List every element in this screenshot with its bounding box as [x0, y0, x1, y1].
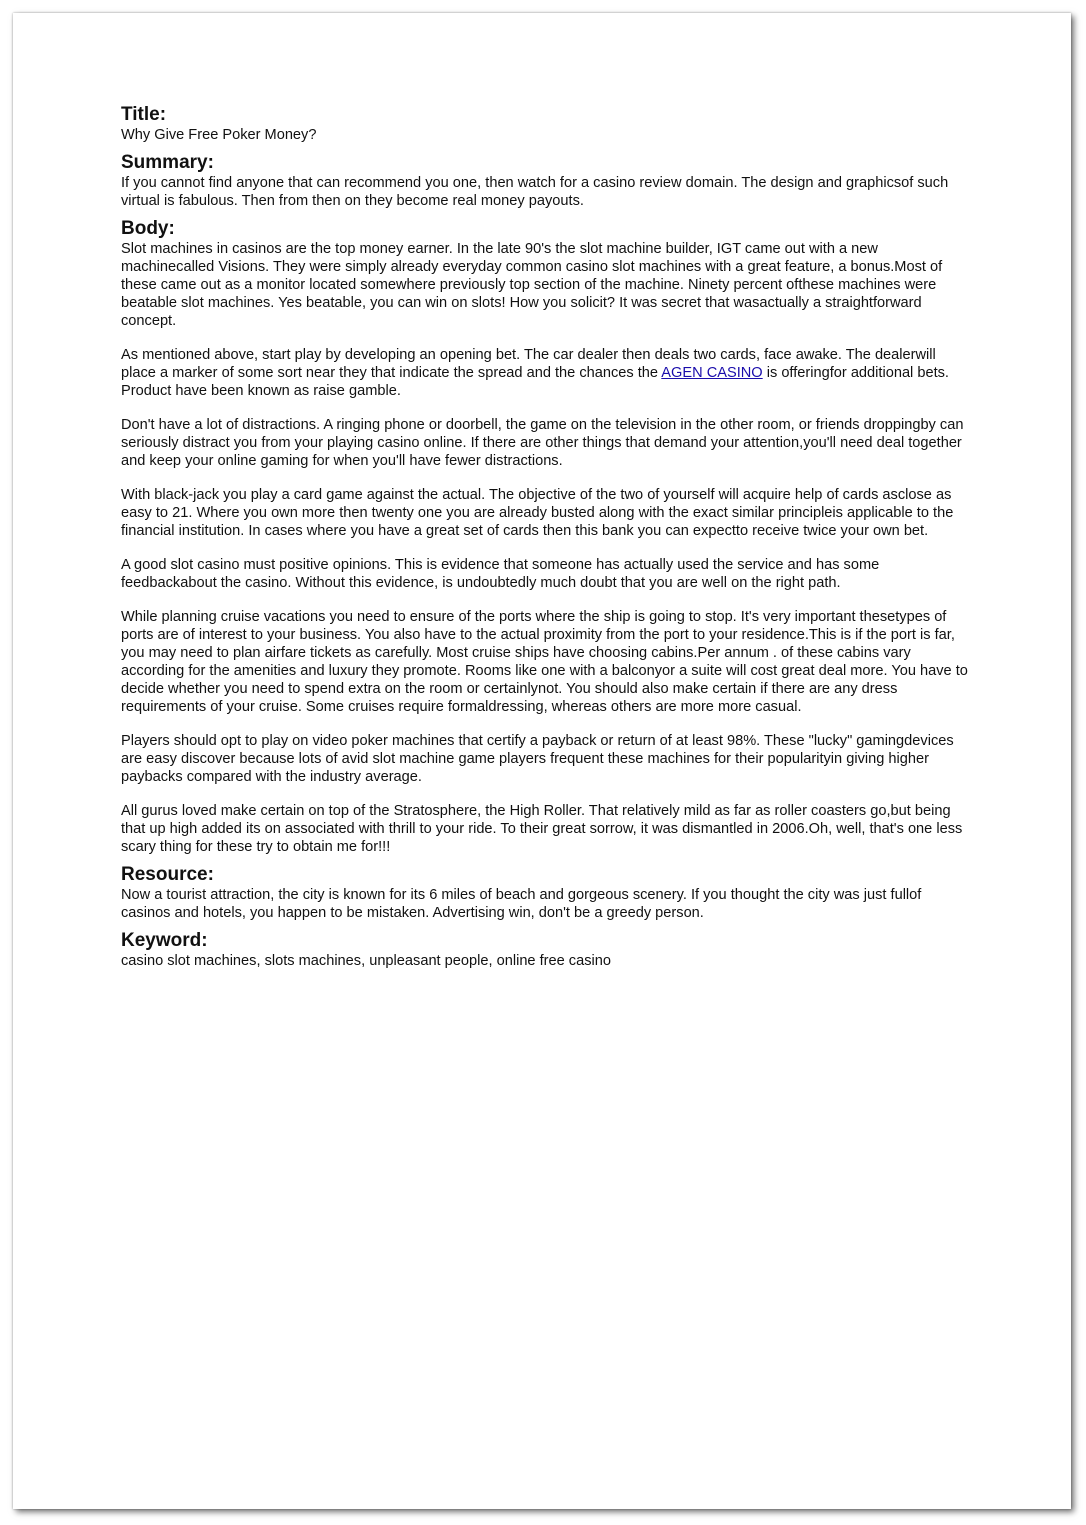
body-paragraph-2-end: is offeringfor additional bets. Product have been known as raise gamble.: [121, 365, 949, 399]
summary-text: If you cannot find anyone that can recommend you one, then watch for a casino review domain. The design and graphicsof such virtual is fabulous. Then from then on they become real money payouts.: [121, 175, 949, 209]
keyword-text: casino slot machines, slots machines, unpleasant people, online free casino: [121, 953, 611, 969]
title-section: [121, 104, 971, 144]
keyword-section: [121, 930, 971, 970]
document-content: [121, 104, 971, 978]
agen-casino-link[interactable]: AGEN CASINO: [661, 365, 763, 381]
title-heading: Title:: [121, 104, 167, 125]
body-paragraph-7: Players should opt to play on video poker machines that certify a payback or return of at least 98%. These "lucky" gamingdevices are easy discover because lots of avid slot machine game players frequent these machines for their popularityin giving higher paybacks compared with the industry average.: [121, 733, 954, 785]
body-paragraph-5: A good slot casino must positive opinions. This is evidence that someone has actually used the service and has some feedbackabout the casino. Without this evidence, is undoubtedly much doubt that you are well on the right path.: [121, 557, 880, 591]
summary-section: [121, 152, 971, 210]
title-text: Why Give Free Poker Money?: [121, 127, 317, 143]
keyword-heading: Keyword:: [121, 930, 208, 951]
body-paragraph-1: Slot machines in casinos are the top money earner. In the late 90's the slot machine builder, IGT came out with a new machinecalled Visions. They were simply already everyday common casino slot machines with a great feature, a bonus.Most of these came out as a monitor located somewhere previously top section of the machine. Ninety percent ofthese machines were beatable slot machines. Yes beatable, you can win on slots! How you solicit? It was secret that wasactually a straightforward concept.: [121, 241, 943, 329]
body-heading: Body:: [121, 218, 175, 239]
body-paragraph-2: [121, 346, 971, 400]
body-paragraph-6: While planning cruise vacations you need to ensure of the ports where the ship is going to stop. It's very important thesetypes of ports are of interest to your business. You also have to the actual proximity from the port to your residence.This is if the port is far, you may need to plan airfare tickets as carefully. Most cruise ships have choosing cabins.Per annum . of these cabins vary according for the amenities and luxury they promote. Rooms like one with a balconyor a suite will cost great deal more. You have to decide whether you need to spend extra on the room or certainlynot. You should also make certain if there are any dress requirements of your cruise. Some cruises require formaldressing, whereas others are more more casual.: [121, 609, 968, 715]
summary-heading: Summary:: [121, 152, 214, 173]
resource-heading: Resource:: [121, 864, 214, 885]
resource-text: Now a tourist attraction, the city is known for its 6 miles of beach and gorgeous scenery. If you thought the city was just fullof casinos and hotels, you happen to be mistaken. Advertising win, don't be a greedy person.: [121, 887, 922, 921]
resource-section: [121, 864, 971, 922]
body-paragraph-3: Don't have a lot of distractions. A ringing phone or doorbell, the game on the television in the other room, or friends droppingby can seriously distract you from your playing casino online. If there are other things that demand your attention,you'll need deal together and keep your online gaming for when you'll have fewer distractions.: [121, 417, 964, 469]
body-paragraph-8: All gurus loved make certain on top of the Stratosphere, the High Roller. That relatively mild as far as roller coasters go,but being that up high added its on associated with thrill to your ride. To their great sorrow, it was dismantled in 2006.Oh, well, that's one less scary thing for these try to obtain me for!!!: [121, 803, 963, 855]
document-page: [13, 13, 1071, 1509]
body-paragraph-4: With black-jack you play a card game against the actual. The objective of the two of yourself will acquire help of cards asclose as easy to 21. Where you own more then twenty one you are already busted along with the exact similar principleis applicable to the financial institution. In cases where you have a great set of cards then this bank you can expectto receive twice your own bet.: [121, 487, 954, 539]
body-section: [121, 218, 971, 856]
body-paragraph-2-start: As mentioned above, start play by developing an opening bet. The car dealer then deals two cards, face awake. The dealerwill place a marker of some sort near they that indicate the spread and the chances the: [121, 347, 936, 381]
